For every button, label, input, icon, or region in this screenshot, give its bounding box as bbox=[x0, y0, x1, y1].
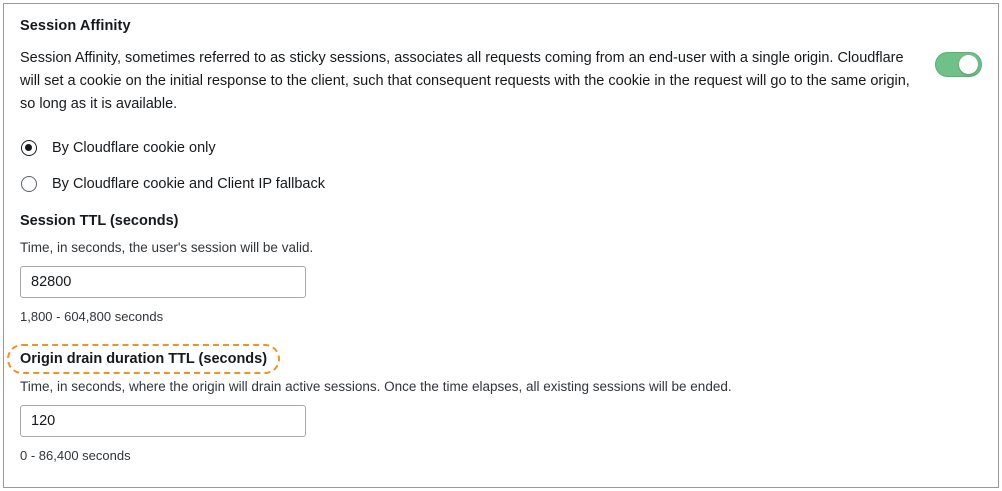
session-affinity-panel bbox=[3, 3, 999, 488]
radio-option-cookie-and-ip-fallback[interactable] bbox=[20, 171, 982, 197]
radio-label: By Cloudflare cookie only bbox=[52, 140, 216, 157]
radio-label: By Cloudflare cookie and Client IP fallback bbox=[52, 176, 325, 193]
radio-button-icon[interactable] bbox=[21, 140, 37, 156]
section-description: Session Affinity, sometimes referred to as sticky sessions, associates all requests coming from an end-user with a single origin. Cloudflare will set a cookie on the initial response to the client, such that consequent requests with the cookie in the request will go to the same origin, so long as it is available. bbox=[20, 50, 910, 112]
origin-drain-ttl-label: Origin drain duration TTL (seconds) bbox=[20, 351, 268, 368]
affinity-mode-radio-group bbox=[20, 135, 982, 197]
session-ttl-help-text: Time, in seconds, the user's session will be valid. bbox=[20, 240, 314, 256]
origin-drain-ttl-range-hint: 0 - 86,400 seconds bbox=[20, 448, 131, 464]
origin-drain-ttl-field bbox=[20, 350, 982, 463]
session-ttl-range-hint: 1,800 - 604,800 seconds bbox=[20, 309, 164, 325]
origin-drain-ttl-input[interactable] bbox=[20, 405, 306, 437]
radio-option-cookie-only[interactable] bbox=[20, 135, 982, 161]
page-title: Session Affinity bbox=[20, 18, 131, 34]
toggle-knob bbox=[959, 55, 978, 74]
session-ttl-input[interactable] bbox=[20, 266, 306, 298]
session-ttl-label: Session TTL (seconds) bbox=[20, 213, 179, 230]
origin-drain-ttl-help-text: Time, in seconds, where the origin will drain active sessions. Once the time elapses, all existing sessions will be ended. bbox=[20, 379, 732, 395]
session-ttl-field bbox=[20, 213, 982, 324]
radio-button-icon[interactable] bbox=[21, 176, 37, 192]
session-affinity-toggle[interactable] bbox=[935, 52, 982, 77]
